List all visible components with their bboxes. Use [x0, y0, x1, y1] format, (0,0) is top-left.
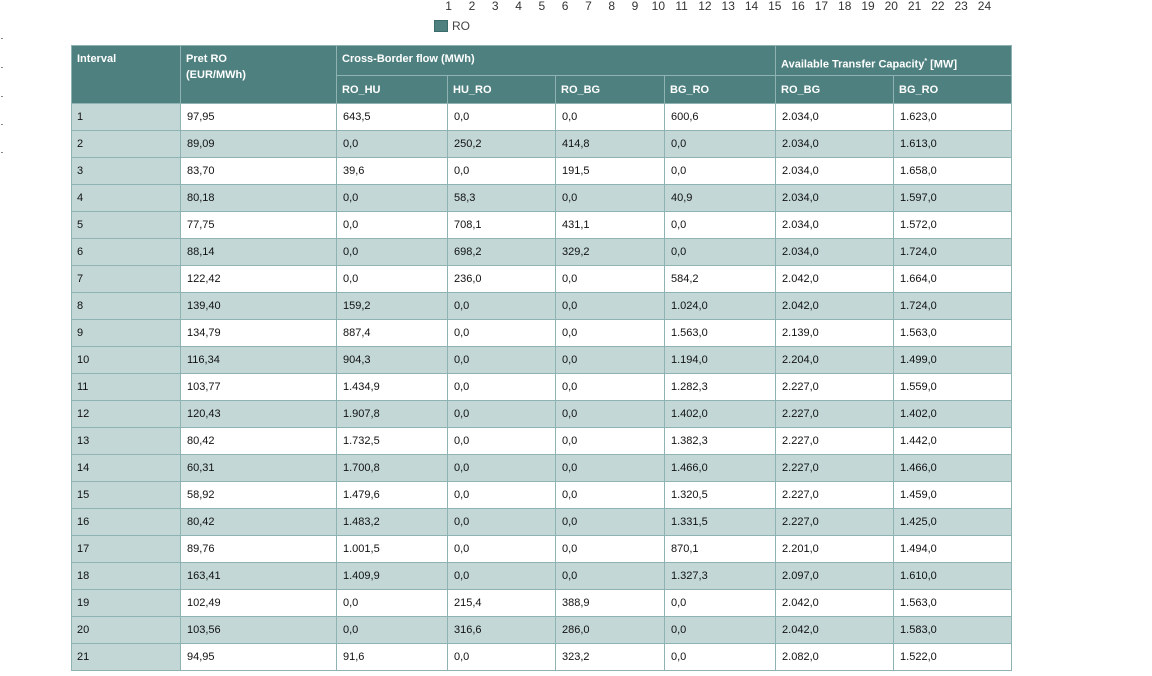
cell-atc-ro-bg: 2.034,0 [776, 185, 894, 212]
cell-interval: 3 [72, 158, 181, 185]
cross-border-flow-table [71, 45, 1012, 671]
cell-ro-hu: 0,0 [337, 266, 448, 293]
cell-pret: 77,75 [181, 212, 337, 239]
cell-ro-hu: 0,0 [337, 185, 448, 212]
header-atc-bg-ro: BG_RO [894, 76, 1012, 104]
cell-atc-ro-bg: 2.227,0 [776, 455, 894, 482]
cell-pret: 89,76 [181, 536, 337, 563]
cell-pret: 83,70 [181, 158, 337, 185]
cell-ro-hu: 1.907,8 [337, 401, 448, 428]
cell-pret: 58,92 [181, 482, 337, 509]
cell-ro-bg: 191,5 [556, 158, 665, 185]
table-row [72, 293, 1012, 320]
table-row [72, 401, 1012, 428]
cell-atc-bg-ro: 1.724,0 [894, 293, 1012, 320]
axis-number: 11 [675, 0, 688, 13]
cell-ro-bg: 0,0 [556, 509, 665, 536]
axis-number: 17 [814, 0, 829, 13]
axis-number: 6 [561, 0, 569, 13]
cell-ro-hu: 91,6 [337, 644, 448, 671]
cell-interval: 10 [72, 347, 181, 374]
cell-ro-bg: 388,9 [556, 590, 665, 617]
cell-ro-bg: 0,0 [556, 482, 665, 509]
axis-number: 22 [931, 0, 945, 13]
table-row [72, 212, 1012, 239]
cell-atc-bg-ro: 1.583,0 [894, 617, 1012, 644]
cell-bg-ro: 1.402,0 [665, 401, 776, 428]
cell-pret: 139,40 [181, 293, 337, 320]
cell-pret: 120,43 [181, 401, 337, 428]
cell-ro-bg: 0,0 [556, 563, 665, 590]
legend-label: RO [452, 19, 470, 33]
cell-ro-bg: 323,2 [556, 644, 665, 671]
cell-atc-ro-bg: 2.201,0 [776, 536, 894, 563]
cell-atc-bg-ro: 1.425,0 [894, 509, 1012, 536]
axis-number: 3 [491, 0, 499, 13]
cell-atc-bg-ro: 1.459,0 [894, 482, 1012, 509]
cell-interval: 7 [72, 266, 181, 293]
cell-atc-ro-bg: 2.204,0 [776, 347, 894, 374]
cell-atc-bg-ro: 1.724,0 [894, 239, 1012, 266]
table-row [72, 428, 1012, 455]
header-atc [776, 46, 1012, 76]
cell-pret: 89,09 [181, 131, 337, 158]
cell-interval: 14 [72, 455, 181, 482]
cell-ro-hu: 0,0 [337, 239, 448, 266]
cell-atc-ro-bg: 2.139,0 [776, 320, 894, 347]
cell-ro-bg: 0,0 [556, 455, 665, 482]
cell-ro-hu: 887,4 [337, 320, 448, 347]
cell-ro-bg: 0,0 [556, 320, 665, 347]
cell-ro-bg: 0,0 [556, 374, 665, 401]
axis-number: 4 [515, 0, 522, 13]
axis-number: 9 [631, 0, 639, 13]
cell-bg-ro: 1.466,0 [665, 455, 776, 482]
cell-atc-bg-ro: 1.572,0 [894, 212, 1012, 239]
cell-hu-ro: 708,1 [448, 212, 556, 239]
cell-ro-hu: 643,5 [337, 104, 448, 131]
axis-number: 24 [977, 0, 992, 13]
header-bg-ro: BG_RO [665, 76, 776, 104]
cell-interval: 17 [72, 536, 181, 563]
cell-hu-ro: 0,0 [448, 536, 556, 563]
axis-number: 13 [721, 0, 735, 13]
cell-interval: 6 [72, 239, 181, 266]
table-row [72, 509, 1012, 536]
cell-interval: 8 [72, 293, 181, 320]
cell-atc-bg-ro: 1.522,0 [894, 644, 1012, 671]
cell-ro-bg: 0,0 [556, 347, 665, 374]
cell-bg-ro: 1.327,3 [665, 563, 776, 590]
table-row [72, 320, 1012, 347]
cell-bg-ro: 870,1 [665, 536, 776, 563]
cell-bg-ro: 600,6 [665, 104, 776, 131]
cell-ro-hu: 1.732,5 [337, 428, 448, 455]
cell-interval: 15 [72, 482, 181, 509]
cell-bg-ro: 1.563,0 [665, 320, 776, 347]
cell-ro-bg: 0,0 [556, 401, 665, 428]
cell-atc-bg-ro: 1.563,0 [894, 320, 1012, 347]
cell-bg-ro: 0,0 [665, 644, 776, 671]
cell-ro-bg: 0,0 [556, 428, 665, 455]
cell-atc-ro-bg: 2.082,0 [776, 644, 894, 671]
axis-number: 5 [538, 0, 546, 13]
cell-hu-ro: 236,0 [448, 266, 556, 293]
cell-bg-ro: 0,0 [665, 590, 776, 617]
cell-hu-ro: 0,0 [448, 428, 556, 455]
cell-atc-ro-bg: 2.227,0 [776, 401, 894, 428]
axis-number: 8 [608, 0, 616, 13]
axis-number: 18 [838, 0, 852, 13]
cell-interval: 16 [72, 509, 181, 536]
cell-interval: 11 [72, 374, 181, 401]
cell-interval: 20 [72, 617, 181, 644]
table-row [72, 347, 1012, 374]
cell-ro-hu: 0,0 [337, 212, 448, 239]
cell-interval: 18 [72, 563, 181, 590]
cell-ro-bg: 0,0 [556, 185, 665, 212]
header-pret-unit: (EUR/MWh) [186, 69, 246, 81]
cell-atc-ro-bg: 2.227,0 [776, 482, 894, 509]
cell-pret: 80,42 [181, 509, 337, 536]
cell-pret: 102,49 [181, 590, 337, 617]
table-row [72, 617, 1012, 644]
cell-pret: 80,18 [181, 185, 337, 212]
cell-interval: 19 [72, 590, 181, 617]
axis-number: 7 [585, 0, 592, 13]
cell-bg-ro: 1.331,5 [665, 509, 776, 536]
table-body [72, 104, 1012, 671]
cell-ro-hu: 1.700,8 [337, 455, 448, 482]
cell-bg-ro: 0,0 [665, 212, 776, 239]
table-row [72, 482, 1012, 509]
axis-number: 19 [861, 0, 875, 13]
cell-ro-hu: 1.409,9 [337, 563, 448, 590]
cell-ro-bg: 329,2 [556, 239, 665, 266]
cell-atc-ro-bg: 2.034,0 [776, 239, 894, 266]
cell-ro-bg: 414,8 [556, 131, 665, 158]
header-atc-unit: [MW] [927, 58, 957, 71]
header-atc-ro-bg: RO_BG [776, 76, 894, 104]
cell-atc-bg-ro: 1.442,0 [894, 428, 1012, 455]
axis-number: 23 [954, 0, 968, 13]
cell-atc-ro-bg: 2.042,0 [776, 266, 894, 293]
cell-ro-bg: 0,0 [556, 104, 665, 131]
cell-atc-bg-ro: 1.499,0 [894, 347, 1012, 374]
table-row [72, 590, 1012, 617]
header-cross-border-flow: Cross-Border flow (MWh) [337, 46, 776, 76]
cell-ro-bg: 0,0 [556, 293, 665, 320]
cell-interval: 2 [72, 131, 181, 158]
table-row [72, 536, 1012, 563]
cell-pret: 122,42 [181, 266, 337, 293]
cell-hu-ro: 0,0 [448, 509, 556, 536]
cell-atc-bg-ro: 1.597,0 [894, 185, 1012, 212]
cell-pret: 103,56 [181, 617, 337, 644]
cell-bg-ro: 0,0 [665, 131, 776, 158]
cell-bg-ro: 584,2 [665, 266, 776, 293]
cell-bg-ro: 1.024,0 [665, 293, 776, 320]
cell-ro-hu: 0,0 [337, 617, 448, 644]
axis-number: 20 [884, 0, 898, 13]
header-atc-footnote-mark: * [924, 57, 928, 65]
table-row [72, 644, 1012, 671]
header-pret [181, 46, 337, 104]
cell-pret: 116,34 [181, 347, 337, 374]
cell-pret: 103,77 [181, 374, 337, 401]
cell-ro-hu: 1.479,6 [337, 482, 448, 509]
axis-number: 15 [768, 0, 782, 13]
table-row [72, 131, 1012, 158]
cell-hu-ro: 0,0 [448, 401, 556, 428]
cell-ro-bg: 431,1 [556, 212, 665, 239]
cell-ro-hu: 0,0 [337, 590, 448, 617]
cell-atc-bg-ro: 1.610,0 [894, 563, 1012, 590]
table-row [72, 563, 1012, 590]
cell-atc-ro-bg: 2.042,0 [776, 293, 894, 320]
cell-atc-bg-ro: 1.658,0 [894, 158, 1012, 185]
axis-number: 12 [698, 0, 712, 13]
cell-interval: 4 [72, 185, 181, 212]
cell-ro-hu: 159,2 [337, 293, 448, 320]
header-interval: Interval [72, 46, 181, 104]
cell-bg-ro: 0,0 [665, 239, 776, 266]
cell-hu-ro: 0,0 [448, 320, 556, 347]
cell-bg-ro: 1.382,3 [665, 428, 776, 455]
axis-number: 10 [651, 0, 665, 13]
table-row [72, 158, 1012, 185]
cell-ro-hu: 904,3 [337, 347, 448, 374]
cell-pret: 80,42 [181, 428, 337, 455]
cell-interval: 9 [72, 320, 181, 347]
cell-atc-ro-bg: 2.034,0 [776, 131, 894, 158]
table-row [72, 239, 1012, 266]
cell-interval: 21 [72, 644, 181, 671]
header-hu-ro: HU_RO [448, 76, 556, 104]
cell-atc-ro-bg: 2.042,0 [776, 617, 894, 644]
cell-ro-bg: 286,0 [556, 617, 665, 644]
cell-ro-hu: 1.434,9 [337, 374, 448, 401]
axis-number: 21 [907, 0, 922, 13]
cell-hu-ro: 0,0 [448, 563, 556, 590]
header-ro-bg: RO_BG [556, 76, 665, 104]
cell-ro-hu: 1.001,5 [337, 536, 448, 563]
cell-atc-bg-ro: 1.494,0 [894, 536, 1012, 563]
cell-atc-ro-bg: 2.034,0 [776, 104, 894, 131]
legend-swatch [434, 20, 448, 32]
cell-atc-ro-bg: 2.097,0 [776, 563, 894, 590]
chart-x-axis-numbers [437, 0, 996, 13]
cell-interval: 13 [72, 428, 181, 455]
cell-interval: 1 [72, 104, 181, 131]
table-row [72, 104, 1012, 131]
cell-bg-ro: 0,0 [665, 158, 776, 185]
cell-bg-ro: 1.282,3 [665, 374, 776, 401]
axis-number: 2 [468, 0, 476, 13]
cell-pret: 94,95 [181, 644, 337, 671]
cell-atc-ro-bg: 2.034,0 [776, 158, 894, 185]
cell-ro-hu: 39,6 [337, 158, 448, 185]
axis-number: 16 [791, 0, 805, 13]
cell-atc-ro-bg: 2.227,0 [776, 374, 894, 401]
cell-hu-ro: 0,0 [448, 158, 556, 185]
cell-atc-bg-ro: 1.623,0 [894, 104, 1012, 131]
header-atc-label: Available Transfer Capacity [781, 58, 925, 71]
cell-hu-ro: 0,0 [448, 482, 556, 509]
cell-bg-ro: 40,9 [665, 185, 776, 212]
cell-pret: 134,79 [181, 320, 337, 347]
table-row [72, 266, 1012, 293]
cell-ro-bg: 0,0 [556, 536, 665, 563]
cell-bg-ro: 1.320,5 [665, 482, 776, 509]
table-row [72, 185, 1012, 212]
cell-pret: 88,14 [181, 239, 337, 266]
cell-ro-hu: 1.483,2 [337, 509, 448, 536]
axis-number: 14 [744, 0, 759, 13]
cell-ro-hu: 0,0 [337, 131, 448, 158]
cell-hu-ro: 0,0 [448, 455, 556, 482]
axis-number: 1 [445, 0, 452, 13]
cell-pret: 60,31 [181, 455, 337, 482]
cell-hu-ro: 0,0 [448, 644, 556, 671]
cell-atc-bg-ro: 1.664,0 [894, 266, 1012, 293]
table-row [72, 455, 1012, 482]
header-pret-label: Pret RO [186, 53, 227, 65]
cell-pret: 163,41 [181, 563, 337, 590]
cell-interval: 12 [72, 401, 181, 428]
cell-bg-ro: 1.194,0 [665, 347, 776, 374]
table-row [72, 374, 1012, 401]
cell-hu-ro: 250,2 [448, 131, 556, 158]
cell-hu-ro: 58,3 [448, 185, 556, 212]
cell-pret: 97,95 [181, 104, 337, 131]
cell-atc-bg-ro: 1.559,0 [894, 374, 1012, 401]
cell-atc-ro-bg: 2.042,0 [776, 590, 894, 617]
cell-atc-bg-ro: 1.563,0 [894, 590, 1012, 617]
cell-hu-ro: 0,0 [448, 293, 556, 320]
cell-hu-ro: 0,0 [448, 347, 556, 374]
cell-hu-ro: 0,0 [448, 374, 556, 401]
cell-atc-ro-bg: 2.034,0 [776, 212, 894, 239]
chart-legend[interactable] [434, 19, 470, 33]
cell-hu-ro: 698,2 [448, 239, 556, 266]
cell-ro-bg: 0,0 [556, 266, 665, 293]
cell-atc-bg-ro: 1.613,0 [894, 131, 1012, 158]
cell-atc-ro-bg: 2.227,0 [776, 509, 894, 536]
cell-hu-ro: 316,6 [448, 617, 556, 644]
cell-atc-bg-ro: 1.466,0 [894, 455, 1012, 482]
cell-bg-ro: 0,0 [665, 617, 776, 644]
cell-hu-ro: 0,0 [448, 104, 556, 131]
cell-atc-bg-ro: 1.402,0 [894, 401, 1012, 428]
cell-hu-ro: 215,4 [448, 590, 556, 617]
header-ro-hu: RO_HU [337, 76, 448, 104]
cell-atc-ro-bg: 2.227,0 [776, 428, 894, 455]
cell-interval: 5 [72, 212, 181, 239]
